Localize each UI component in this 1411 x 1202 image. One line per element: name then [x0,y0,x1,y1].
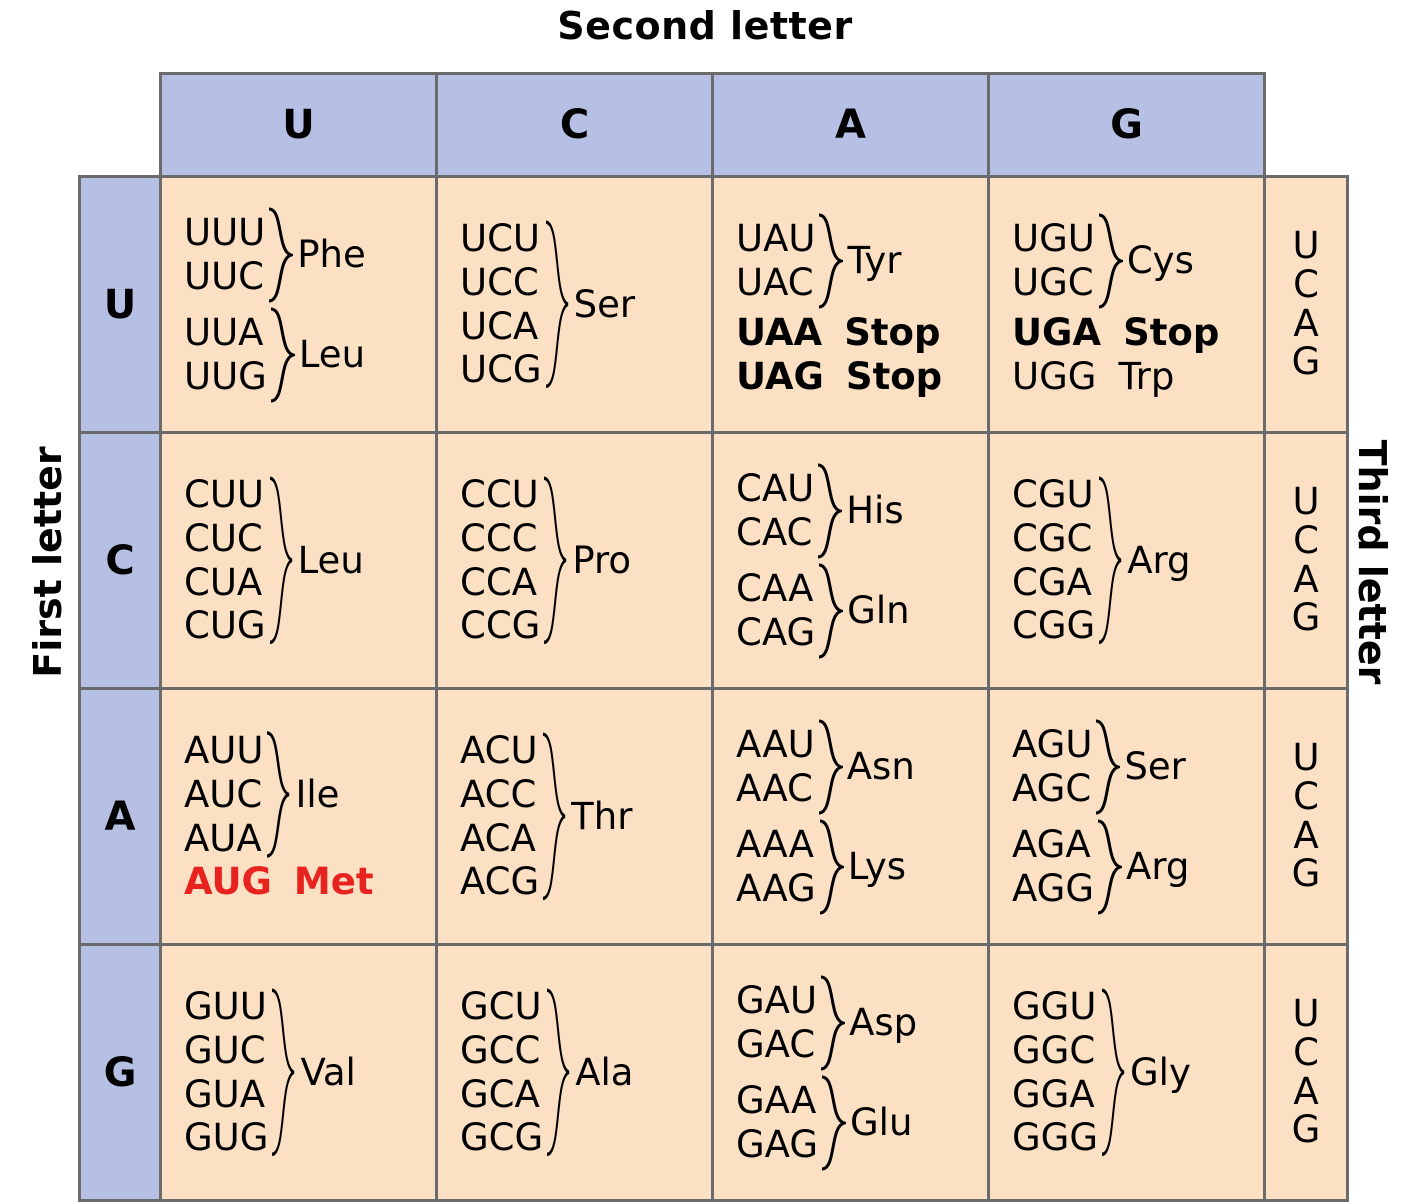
codon: AGC [1012,766,1092,810]
third-letter: G [1291,340,1321,384]
cell-gg [989,945,1265,1201]
cell-gu [161,945,437,1201]
codon-group [460,985,711,1160]
amino-acid-label: Ser [573,283,636,326]
codon-group [736,311,987,355]
codon-group [460,473,711,648]
brace-icon [541,729,567,904]
table-row [80,689,1348,945]
codon-group [1012,717,1263,817]
codon: UGA [1012,310,1102,354]
codon: UAA [736,310,823,354]
row-header-g: G [80,945,161,1201]
brace-icon [817,211,843,311]
cell-ac [437,689,713,945]
codon: CGC [1012,516,1093,560]
brace-icon [268,473,294,648]
codon: GUA [184,1072,266,1116]
brace-icon [1097,473,1123,648]
codon: UUA [184,310,264,354]
codon: GGU [1012,985,1097,1029]
third-letter: G [1291,1108,1321,1152]
codon: CUG [184,604,266,648]
amino-acid-label: Thr [571,795,633,838]
cell-cu [161,433,437,689]
first-letter-axis-label: First letter [26,446,70,678]
codon-group [1012,211,1263,311]
codon: CAU [736,466,815,510]
brace-icon [817,561,843,661]
table-header-row [80,74,1348,177]
codon: CGA [1012,560,1092,604]
cell-aa [713,689,989,945]
third-letter-axis-label: Third letter [1350,439,1394,685]
amino-acid-label: Leu [298,333,366,376]
amino-acid-label: His [846,489,904,532]
codon: GCG [460,1116,544,1160]
codon: ACC [460,772,537,816]
codon: AGU [1012,722,1093,766]
codon-group [460,217,711,392]
codon: ACU [460,729,538,773]
codon-group [1012,817,1263,917]
brace-icon [542,473,568,648]
amino-acid-label: Ile [295,773,340,817]
codon: GGG [1012,1116,1099,1160]
codon-group [1012,355,1263,399]
codon-group [184,205,435,305]
codon: UCC [460,260,539,304]
codon: AUC [184,772,263,816]
codon-group [736,461,987,561]
codon: UGC [1012,260,1094,304]
codon-group [184,729,435,860]
brace-icon [818,817,844,917]
codon: AAC [736,766,813,810]
amino-acid-label: Gln [847,589,910,632]
brace-icon [1097,211,1123,311]
codon: GCC [460,1028,541,1072]
brace-icon [819,973,845,1073]
third-letter-column-a [1265,689,1348,945]
amino-acid-label: Phe [297,233,366,276]
corner-blank-right [1265,74,1348,177]
genetic-code-table [78,72,1349,1202]
codon: GUC [184,1028,266,1072]
codon-group [1012,311,1263,355]
brace-icon [270,985,296,1160]
codon: GAA [736,1078,817,1122]
column-header-g: G [989,74,1265,177]
third-letter: A [1293,1069,1319,1113]
third-letter-column-g [1265,945,1348,1201]
codon: CCU [460,473,539,517]
row-header-a: A [80,689,161,945]
column-header-c: C [437,74,713,177]
codon: UCA [460,304,539,348]
row-header-u: U [80,177,161,433]
third-letter-column-u [1265,177,1348,433]
amino-acid-label: Met [293,860,374,904]
codon: UAG [736,354,824,398]
codon: CCG [460,604,541,648]
codon-group [460,729,711,904]
amino-acid-label: Asp [849,1001,918,1044]
amino-acid-label: Cys [1126,239,1194,283]
codon: CUC [184,516,263,560]
codon: UUG [184,354,267,398]
codon: AUU [184,729,264,773]
codon: ACA [460,816,536,860]
third-letter-column-c [1265,433,1348,689]
codon: CUA [184,560,263,604]
amino-acid-label: Stop [844,310,941,354]
brace-icon [817,717,843,817]
codon: UGU [1012,217,1095,261]
amino-acid-label: Arg [1126,845,1190,888]
column-header-u: U [161,74,437,177]
brace-icon [1096,817,1122,917]
table-row [80,177,1348,433]
codon: GAC [736,1022,816,1066]
codon: UUU [184,210,266,254]
codon-group [736,717,987,817]
codon: UCU [460,217,540,261]
codon: UUC [184,254,264,298]
codon-group [736,1073,987,1173]
third-letter: U [1292,479,1320,523]
cell-ca [713,433,989,689]
cell-ag [989,689,1265,945]
brace-icon [544,217,570,392]
codon: AGG [1012,866,1095,910]
brace-icon [816,461,842,561]
codon: AAA [736,822,814,866]
codon-group [184,985,435,1160]
amino-acid-label: Stop [845,354,943,398]
corner-blank-left [80,74,161,177]
codon: GAU [736,978,818,1022]
table-row [80,433,1348,689]
amino-acid-label: Gly [1130,1051,1191,1094]
codon: GUG [184,1116,269,1160]
codon: GUU [184,985,267,1029]
codon-group [736,211,987,311]
codon: UGG [1012,354,1097,398]
third-letter: U [1292,223,1320,267]
amino-acid-label: Arg [1127,539,1191,582]
codon: AUA [184,816,262,860]
cell-gc [437,945,713,1201]
brace-icon [269,305,295,405]
third-letter: G [1291,596,1321,640]
codon: CAC [736,510,813,554]
codon-group [736,561,987,661]
codon: UCG [460,348,542,392]
codon: CCA [460,560,537,604]
amino-acid-label: Asn [846,745,915,788]
cell-au [161,689,437,945]
codon: ACG [460,860,540,904]
codon-group [736,355,987,399]
codon: CUU [184,473,264,517]
codon-group [736,973,987,1073]
third-letter: A [1293,557,1319,601]
brace-icon [1094,717,1120,817]
codon: UAU [736,217,816,261]
brace-icon [820,1073,846,1173]
codon-group [1012,473,1263,648]
third-letter: U [1292,735,1320,779]
amino-acid-label: Tyr [847,239,902,283]
codon: GAG [736,1122,819,1166]
codon: CCC [460,516,538,560]
third-letter: C [1293,774,1319,818]
codon: AAU [736,722,815,766]
codon: GGC [1012,1028,1096,1072]
brace-icon [1100,985,1126,1160]
cell-cc [437,433,713,689]
table-row [80,945,1348,1201]
codon: AGA [1012,822,1091,866]
brace-icon [267,205,293,305]
second-letter-axis-label: Second letter [557,4,853,48]
cell-uu [161,177,437,433]
amino-acid-label: Val [300,1051,356,1094]
cell-ga [713,945,989,1201]
third-letter: C [1293,262,1319,306]
brace-icon [545,985,571,1160]
codon: CAA [736,566,814,610]
codon: CGU [1012,473,1094,517]
amino-acid-label: Lys [847,845,907,888]
third-letter: U [1292,991,1320,1035]
codon-group [1012,985,1263,1160]
amino-acid-label: Leu [297,539,364,582]
amino-acid-label: Ser [1124,745,1186,788]
amino-acid-label: Ala [575,1051,634,1094]
brace-icon [265,729,291,860]
codon: UAC [736,260,814,304]
cell-ua [713,177,989,433]
third-letter: A [1293,301,1319,345]
third-letter: A [1293,813,1319,857]
codon: GCU [460,985,542,1029]
column-header-a: A [713,74,989,177]
codon: AUG [184,860,272,904]
codon: GCA [460,1072,540,1116]
amino-acid-label: Stop [1123,310,1220,354]
cell-cg [989,433,1265,689]
third-letter: C [1293,1030,1319,1074]
amino-acid-label: Glu [850,1101,913,1144]
codon-group [184,473,435,648]
codon: AAG [736,866,816,910]
codon: CAG [736,610,816,654]
row-header-c: C [80,433,161,689]
amino-acid-label: Pro [572,539,632,582]
codon-group [184,860,435,904]
third-letter: G [1291,852,1321,896]
codon: CGG [1012,604,1096,648]
codon: GGA [1012,1072,1095,1116]
amino-acid-label: Trp [1118,354,1175,398]
cell-ug [989,177,1265,433]
codon-group [736,817,987,917]
codon-group [184,305,435,405]
cell-uc [437,177,713,433]
third-letter: C [1293,518,1319,562]
